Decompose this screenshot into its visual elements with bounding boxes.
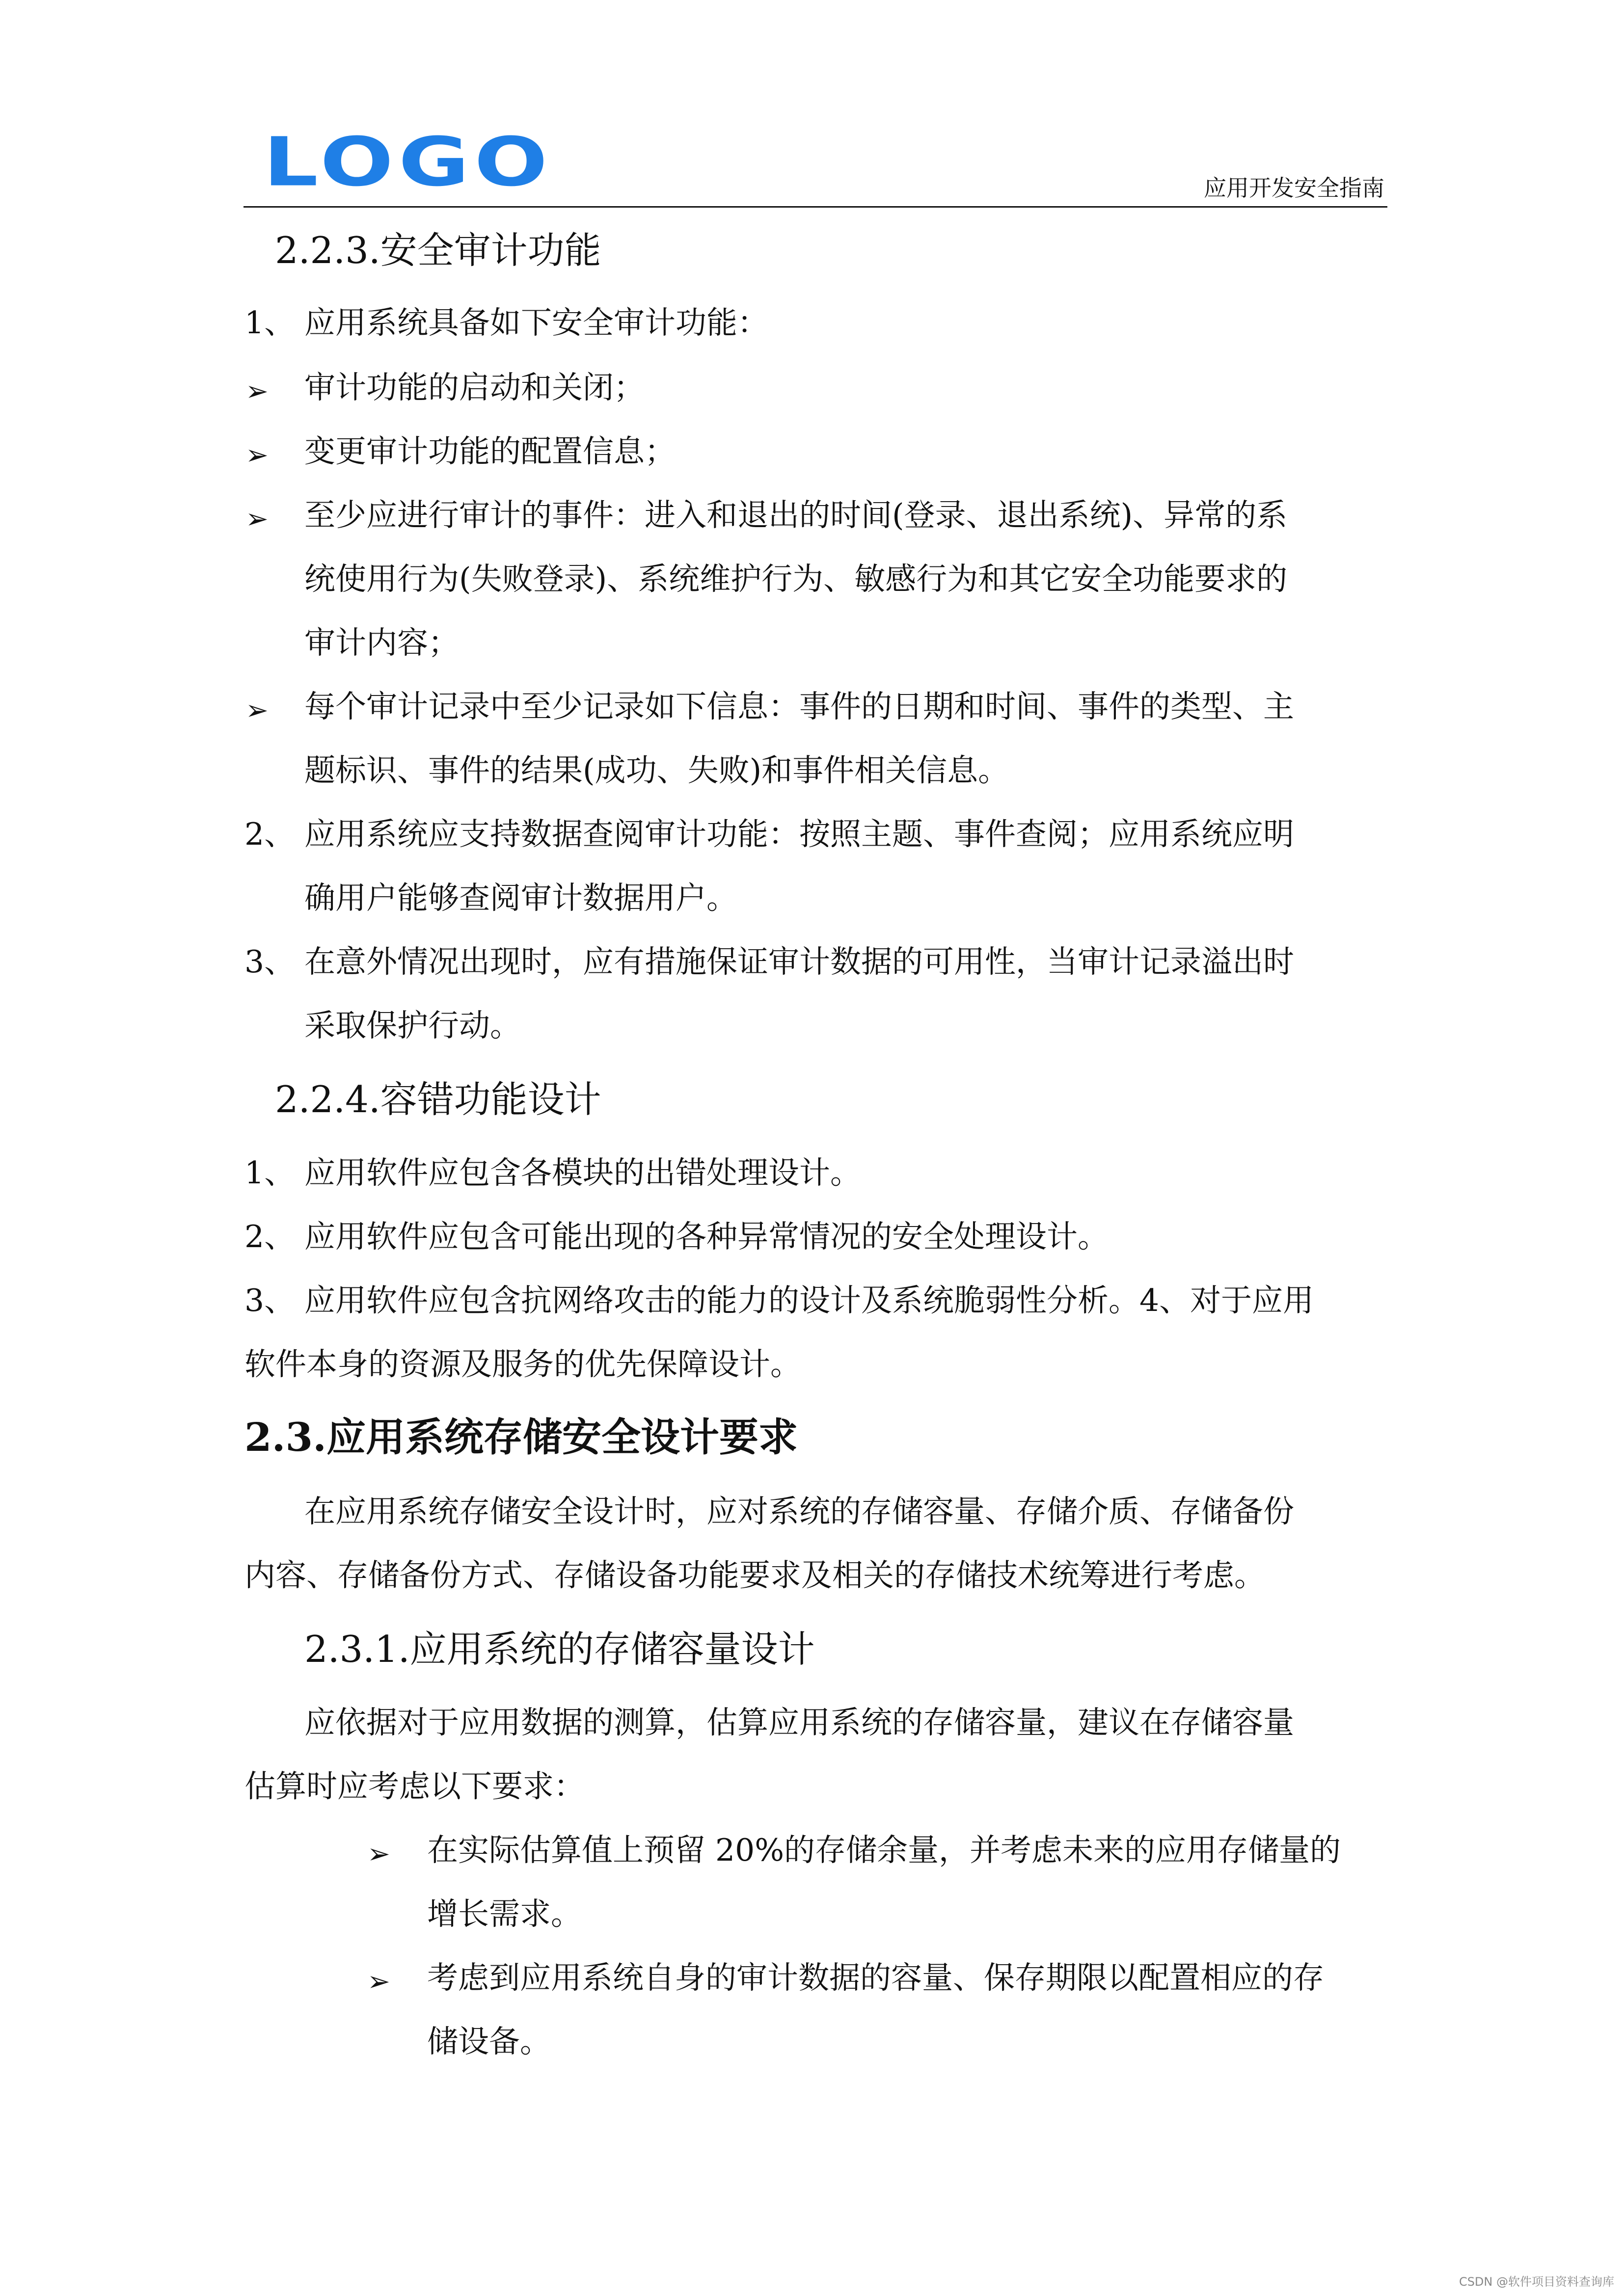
bullet-text-continuation: 增长需求。 [427, 1896, 582, 1932]
arrow-bullet-icon: ➢ [245, 375, 269, 407]
arrow-bullet-icon: ➢ [245, 503, 269, 535]
bullet-text: 考虑到应用系统自身的审计数据的容量、保存期限以配置相应的存 [427, 1960, 1324, 1996]
bullet-text: 至少应进行审计的事件：进入和退出的时间(登录、退出系统)、异常的系 [304, 497, 1288, 533]
bullet-text-continuation: 审计内容； [304, 625, 459, 661]
paragraph-line: 应依据对于应用数据的测算，估算应用系统的存储容量，建议在存储容量 [304, 1705, 1294, 1740]
arrow-bullet-icon: ➢ [367, 1966, 390, 1998]
paragraph-line: 估算时应考虑以下要求： [244, 1768, 585, 1804]
paragraph-line: 内容、存储备份方式、存储设备功能要求及相关的存储技术统筹进行考虑。 [244, 1557, 1265, 1593]
list-item-text: 应用软件应包含抗网络攻击的能力的设计及系统脆弱性分析。4、对于应用 [304, 1282, 1314, 1318]
bullet-text: 在实际估算值上预留 20%的存储余量，并考虑未来的应用存储量的 [427, 1832, 1341, 1868]
header-divider [244, 206, 1387, 208]
list-number: 3、 [244, 1282, 296, 1318]
bullet-text-continuation: 储设备。 [427, 2024, 551, 2059]
bullet-text: 每个审计记录中至少记录如下信息：事件的日期和时间、事件的类型、主 [304, 689, 1294, 724]
list-item-continuation: 软件本身的资源及服务的优先保障设计。 [244, 1346, 801, 1382]
watermark: CSDN @软件项目资料查询库 [1459, 2275, 1614, 2289]
bullet-text: 审计功能的启动和关闭； [304, 370, 645, 405]
list-item-text: 应用系统应支持数据查阅审计功能：按照主题、事件查阅；应用系统应明 [304, 816, 1294, 852]
list-item-text: 在意外情况出现时，应有措施保证审计数据的可用性，当审计记录溢出时 [304, 944, 1294, 980]
list-number: 1、 [244, 1155, 296, 1191]
bullet-text-continuation: 统使用行为(失败登录)、系统维护行为、敏感行为和其它安全功能要求的 [304, 561, 1288, 597]
header-title: 应用开发安全指南 [1204, 175, 1384, 201]
section-heading-2-2-4: 2.2.4.容错功能设计 [275, 1078, 601, 1121]
list-item-text: 应用系统具备如下安全审计功能： [304, 305, 768, 341]
paragraph-line: 在应用系统存储安全设计时，应对系统的存储容量、存储介质、存储备份 [304, 1494, 1294, 1529]
arrow-bullet-icon: ➢ [367, 1838, 390, 1870]
list-item-continuation: 采取保护行动。 [304, 1008, 521, 1043]
bullet-text: 变更审计功能的配置信息； [304, 433, 676, 469]
list-number: 2、 [244, 1219, 296, 1255]
list-number: 2、 [244, 816, 296, 852]
arrow-bullet-icon: ➢ [245, 694, 269, 726]
list-number: 3、 [244, 944, 296, 980]
logo: LOGO [263, 123, 553, 202]
list-item-text: 应用软件应包含可能出现的各种异常情况的安全处理设计。 [304, 1219, 1109, 1255]
list-item-continuation: 确用户能够查阅审计数据用户。 [304, 880, 737, 916]
section-heading-2-3-1: 2.3.1.应用系统的存储容量设计 [304, 1628, 815, 1671]
section-heading-2-2-3: 2.2.3.安全审计功能 [275, 229, 601, 272]
bullet-text-continuation: 题标识、事件的结果(成功、失败)和事件相关信息。 [304, 752, 1009, 788]
section-heading-2-3: 2.3.应用系统存储安全设计要求 [244, 1414, 798, 1460]
arrow-bullet-icon: ➢ [245, 439, 269, 471]
list-item-text: 应用软件应包含各模块的出错处理设计。 [304, 1155, 861, 1191]
list-number: 1、 [244, 305, 296, 341]
